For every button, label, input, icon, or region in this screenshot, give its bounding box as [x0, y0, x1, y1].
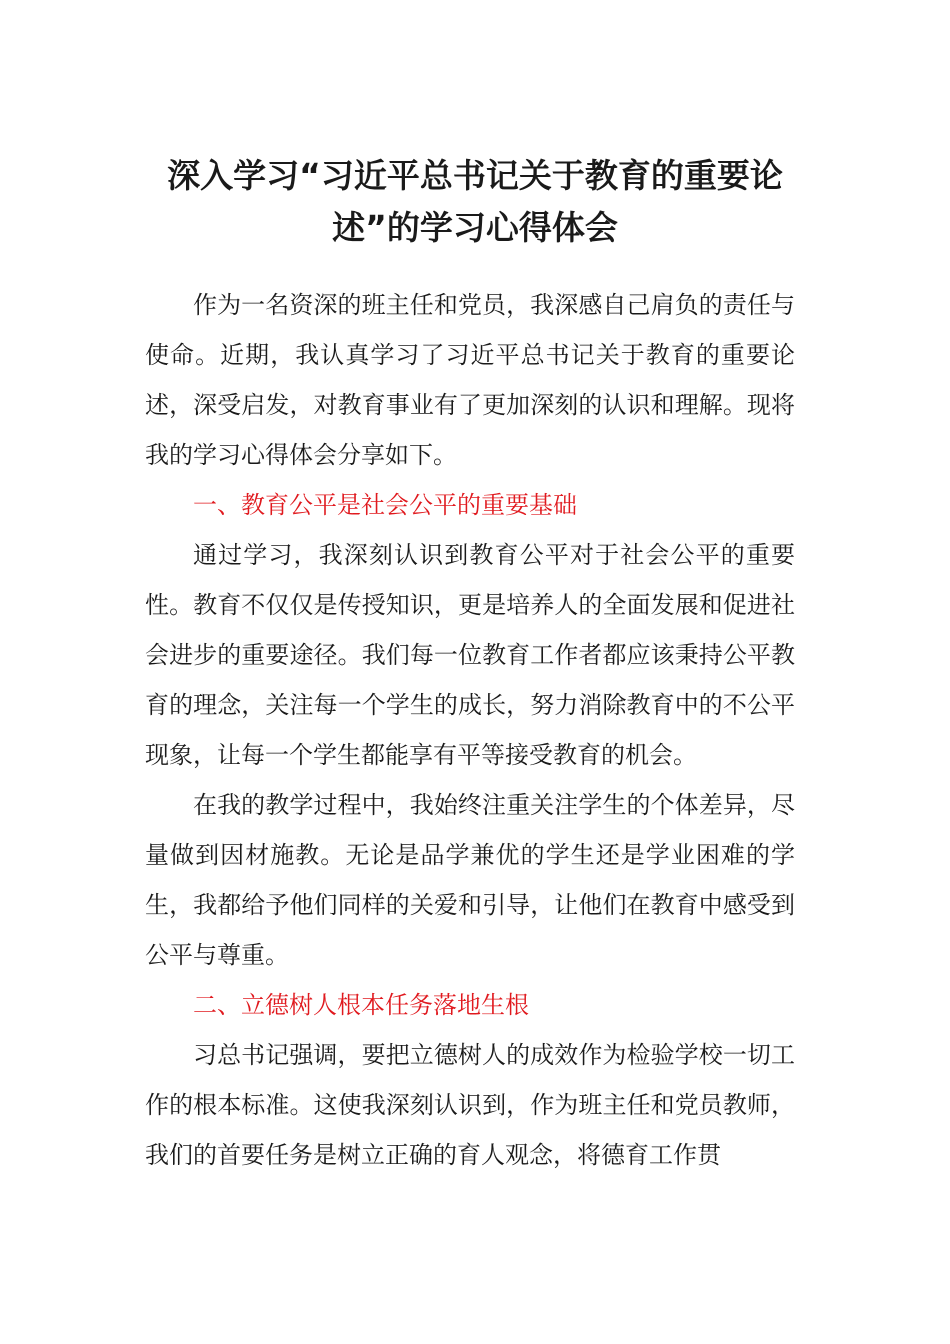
section-1-paragraph-2: 在我的教学过程中，我始终注重关注学生的个体差异，尽量做到因材施教。无论是品学兼优的学生还是学业困难的学生，我都给予他们同样的关爱和引导，让他们在教育中感受到公平与尊重。 — [145, 791, 795, 969]
intro-paragraph: 作为一名资深的班主任和党员，我深感自己肩负的责任与使命。近期，我认真学习了习近平总书记关于教育的重要论述，深受启发，对教育事业有了更加深刻的认识和理解。现将我的学习心得体会分享如下。 — [145, 291, 795, 469]
section-heading-2: 二、立德树人根本任务落地生根 — [193, 991, 529, 1019]
document-body — [145, 280, 795, 1180]
title-block — [130, 150, 820, 254]
section-heading-1: 一、教育公平是社会公平的重要基础 — [193, 491, 577, 519]
section-1-paragraph-1: 通过学习，我深刻认识到教育公平对于社会公平的重要性。教育不仅仅是传授知识，更是培养人的全面发展和促进社会进步的重要途径。我们每一位教育工作者都应该秉持公平教育的理念，关注每一个学生的成长，努力消除教育中的不公平现象，让每一个学生都能享有平等接受教育的机会。 — [145, 541, 795, 769]
page-title: 深入学习“习近平总书记关于教育的重要论述”的学习心得体会 — [167, 156, 783, 247]
section-2-paragraph-1: 习总书记强调，要把立德树人的成效作为检验学校一切工作的根本标准。这使我深刻认识到，作为班主任和党员教师，我们的首要任务是树立正确的育人观念，将德育工作贯 — [145, 1041, 795, 1169]
